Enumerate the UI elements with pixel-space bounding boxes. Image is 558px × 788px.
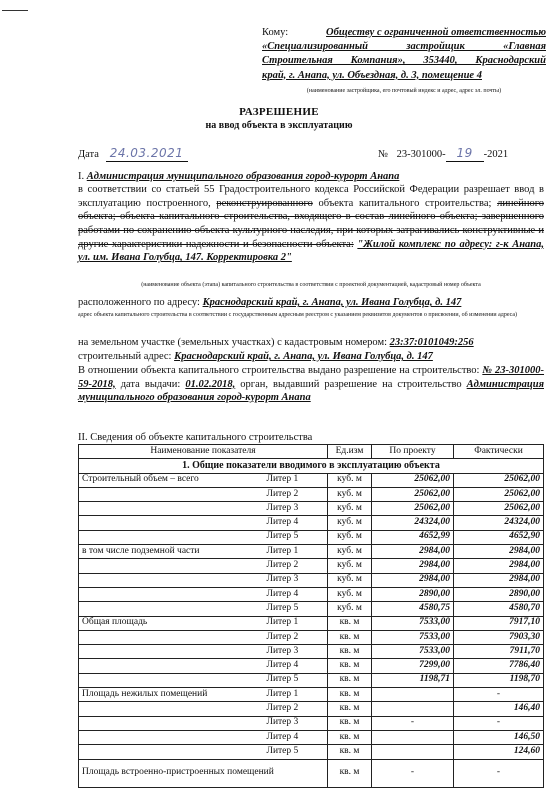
recipient-note: (наименование застройщика, его почтовый индекс и адрес, адрес эл. почты) — [306, 88, 502, 94]
project-value: - — [372, 759, 454, 787]
permit-reference — [78, 364, 544, 405]
table-row — [79, 716, 544, 730]
permit-number: № 23-301000-59-2018, — [78, 365, 545, 390]
litera-label: Литер 4 — [264, 730, 328, 744]
litera-label: Литер 5 — [264, 745, 328, 759]
indicator-name — [79, 716, 264, 730]
recipient-prefix: Кому: — [262, 27, 289, 38]
permit-body-text: в соответствии со статьей 55 Градостроительного кодекса Российской Федерации разрешает ввод в эксплуатацию построенного, — [78, 184, 544, 209]
permit-text: В отношении объекта капитального строительства выдано разрешение на строительство: — [78, 365, 480, 376]
section-2-title: II. Сведения об объекте капитального строительства — [78, 432, 313, 443]
header-actual: Фактически — [454, 445, 544, 459]
actual-value: 2984,00 — [454, 573, 544, 587]
project-value: 2890,00 — [372, 587, 454, 601]
actual-value: 25062,00 — [454, 473, 544, 487]
litera-label: Литер 5 — [264, 602, 328, 616]
litera-label: Литер 2 — [264, 487, 328, 501]
table-row — [79, 530, 544, 544]
indicator-name — [79, 745, 264, 759]
address-note: адрес объекта капитального строительства в соответствии с государственным адресным реестром с указанием реквизитов документов о присвоении, об изменении адреса) — [78, 312, 518, 318]
located-address: Краснодарский край, г. Анапа, ул. Ивана Голубца, д. 147 — [202, 297, 462, 308]
actual-value: 7911,70 — [454, 645, 544, 659]
actual-value: 7917,10 — [454, 616, 544, 630]
litera-label: Литер 4 — [264, 659, 328, 673]
indicator-name: Площадь нежилых помещений — [79, 688, 264, 702]
actual-value: 2984,00 — [454, 545, 544, 559]
table-header-row — [79, 445, 544, 459]
date-label: Дата — [78, 149, 99, 160]
table-row — [79, 473, 544, 487]
indicator-name — [79, 487, 264, 501]
unit-cell: куб. м — [328, 602, 372, 616]
document-subtitle: на ввод объекта в эксплуатацию — [205, 120, 353, 131]
actual-value: 2984,00 — [454, 559, 544, 573]
recipient-block — [262, 26, 546, 83]
table-subheader: 1. Общие показатели вводимого в эксплуатацию объекта — [79, 459, 544, 473]
recipient-line-3: Строительная Компания», 353440, Краснодарский — [262, 55, 546, 67]
build-address-label: строительный адрес: — [78, 351, 172, 362]
indicator-name — [79, 659, 264, 673]
header-project: По проекту — [372, 445, 454, 459]
unit-cell: куб. м — [328, 473, 372, 487]
permit-issuer: Администрация муниципального образования город-курорт Анапа — [78, 378, 544, 404]
indicators-table — [78, 444, 544, 788]
project-value: 2984,00 — [372, 559, 454, 573]
number-handwritten: 19 — [456, 146, 473, 160]
indicator-name — [79, 587, 264, 601]
plot-label: на земельном участке (земельных участках) с кадастровым номером: — [78, 337, 388, 348]
actual-value: - — [454, 716, 544, 730]
project-value: 7533,00 — [372, 616, 454, 630]
litera-label: Литер 1 — [264, 545, 328, 559]
actual-value: 1198,70 — [454, 673, 544, 687]
date-value: 24.03.2021 — [109, 146, 184, 160]
permit-body-object-type: объекта капитального строительства; — [318, 197, 492, 209]
actual-value: - — [454, 759, 544, 787]
project-value: 24324,00 — [372, 516, 454, 530]
permit-date-label: дата выдачи: — [120, 378, 181, 390]
unit-cell: кв. м — [328, 702, 372, 716]
struck-options: линейного объекта; объекта капитального строительства, входящего в состав линейного объекта; завершенного работами по сохранению объекта культурного наследия, при которых затрагивались конструктивные и другие характеристики надежности и безопасности объекта: — [78, 197, 544, 250]
project-value — [372, 745, 454, 759]
build-address-row — [78, 350, 544, 363]
project-value: 7533,00 — [372, 645, 454, 659]
litera-label: Литер 4 — [264, 516, 328, 530]
litera-label: Литер 3 — [264, 716, 328, 730]
document-title: РАЗРЕШЕНИЕ — [239, 106, 319, 118]
litera-label: Литер 1 — [264, 688, 328, 702]
actual-value: 25062,00 — [454, 502, 544, 516]
object-name: "Жилой комплекс по адресу: г-к Анапа, ул. им. Ивана Голубца, 147. Корректировка 2" — [78, 238, 544, 264]
unit-cell: кв. м — [328, 630, 372, 644]
unit-cell: куб. м — [328, 502, 372, 516]
table-row — [79, 745, 544, 759]
unit-cell: кв. м — [328, 730, 372, 744]
unit-cell: куб. м — [328, 530, 372, 544]
unit-cell: куб. м — [328, 545, 372, 559]
recipient-line-2: «Специализированный застройщик «Главная — [262, 41, 546, 53]
actual-value: 25062,00 — [454, 487, 544, 501]
table-row — [79, 616, 544, 630]
litera-label: Литер 4 — [264, 587, 328, 601]
organ-line — [78, 170, 544, 183]
table-row — [79, 730, 544, 744]
project-value: 7299,00 — [372, 659, 454, 673]
indicator-name: Площадь встроенно-пристроенных помещений — [79, 759, 328, 787]
actual-value: 24324,00 — [454, 516, 544, 530]
header-unit: Ед.изм — [328, 445, 372, 459]
unit-cell: кв. м — [328, 645, 372, 659]
litera-label: Литер 1 — [264, 616, 328, 630]
indicator-name — [79, 730, 264, 744]
indicator-name: Строительный объем – всего — [79, 473, 264, 487]
project-value: 2984,00 — [372, 573, 454, 587]
number-label: № — [378, 149, 389, 160]
permit-date: 01.02.2018, — [185, 378, 236, 390]
number-suffix: -2021 — [483, 149, 509, 160]
table-row — [79, 602, 544, 616]
permit-issuer-label: орган, выдавший разрешение на строительство — [240, 378, 462, 390]
litera-label: Литер 2 — [264, 702, 328, 716]
table-row — [79, 516, 544, 530]
litera-label: Литер 2 — [264, 559, 328, 573]
litera-label: Литер 3 — [264, 645, 328, 659]
indicator-name: в том числе подземной части — [79, 545, 264, 559]
unit-cell: кв. м — [328, 759, 372, 787]
actual-value: 7903,30 — [454, 630, 544, 644]
indicator-name — [79, 630, 264, 644]
unit-cell: кв. м — [328, 616, 372, 630]
table-row — [79, 545, 544, 559]
project-value: 7533,00 — [372, 630, 454, 644]
actual-value: 146,40 — [454, 702, 544, 716]
actual-value: 2890,00 — [454, 587, 544, 601]
project-value: - — [372, 716, 454, 730]
header-name: Наименование показателя — [79, 445, 328, 459]
project-value — [372, 688, 454, 702]
table-row — [79, 759, 544, 787]
unit-cell: куб. м — [328, 587, 372, 601]
unit-cell: куб. м — [328, 559, 372, 573]
litera-label: Литер 3 — [264, 573, 328, 587]
indicator-name — [79, 573, 264, 587]
indicator-name — [79, 702, 264, 716]
project-value: 2984,00 — [372, 545, 454, 559]
litera-label: Литер 2 — [264, 630, 328, 644]
number-row — [378, 146, 508, 162]
actual-value: 146,50 — [454, 730, 544, 744]
project-value: 4580,75 — [372, 602, 454, 616]
issuing-organ: Администрация муниципального образования город-курорт Анапа — [86, 171, 400, 182]
corner-mark — [2, 10, 28, 11]
actual-value: 4580,70 — [454, 602, 544, 616]
project-value: 1198,71 — [372, 673, 454, 687]
unit-cell: куб. м — [328, 487, 372, 501]
cadastral-number: 23:37:0101049:256 — [389, 337, 474, 348]
plot-row — [78, 336, 544, 349]
indicator-name — [79, 530, 264, 544]
project-value — [372, 730, 454, 744]
indicator-name — [79, 516, 264, 530]
litera-label: Литер 5 — [264, 530, 328, 544]
litera-label: Литер 1 — [264, 473, 328, 487]
indicator-name — [79, 645, 264, 659]
table-subheader-row — [79, 459, 544, 473]
number-prefix: 23-301000- — [396, 149, 446, 160]
table-row — [79, 587, 544, 601]
unit-cell: кв. м — [328, 688, 372, 702]
unit-cell: кв. м — [328, 745, 372, 759]
recipient-line-4: край, г. Анапа, ул. Объездная, д. 3, помещение 4 — [262, 69, 482, 81]
project-value: 25062,00 — [372, 473, 454, 487]
build-address: Краснодарский край, г. Анапа, ул. Ивана Голубца, д. 147 — [174, 351, 433, 362]
project-value: 4652,99 — [372, 530, 454, 544]
located-label: расположенного по адресу: — [78, 297, 200, 308]
struck-reconstructed: реконструированного — [216, 197, 313, 209]
unit-cell: кв. м — [328, 673, 372, 687]
table-row — [79, 673, 544, 687]
indicator-name — [79, 502, 264, 516]
indicator-name: Общая площадь — [79, 616, 264, 630]
actual-value: 4652,90 — [454, 530, 544, 544]
table-row — [79, 502, 544, 516]
litera-label: Литер 3 — [264, 502, 328, 516]
recipient-line-1: Обществу с ограниченной ответственностью — [326, 27, 546, 38]
indicator-name — [79, 673, 264, 687]
actual-value: - — [454, 688, 544, 702]
indicator-name — [79, 559, 264, 573]
unit-cell: кв. м — [328, 716, 372, 730]
table-row — [79, 688, 544, 702]
table-row — [79, 659, 544, 673]
object-note: (наименование объекта (этапа) капитального строительства в соответствии с проектной документацией, кадастровый номер объекта — [141, 282, 481, 288]
project-value: 25062,00 — [372, 487, 454, 501]
table-row — [79, 573, 544, 587]
actual-value: 124,60 — [454, 745, 544, 759]
table-row — [79, 702, 544, 716]
unit-cell: кв. м — [328, 659, 372, 673]
located-row — [78, 296, 544, 309]
unit-cell: куб. м — [328, 516, 372, 530]
indicator-name — [79, 602, 264, 616]
section-1-roman: I. — [78, 171, 85, 182]
date-row — [78, 146, 188, 162]
table-row — [79, 559, 544, 573]
project-value: 25062,00 — [372, 502, 454, 516]
litera-label: Литер 5 — [264, 673, 328, 687]
table-row — [79, 487, 544, 501]
project-value — [372, 702, 454, 716]
actual-value: 7786,40 — [454, 659, 544, 673]
unit-cell: куб. м — [328, 573, 372, 587]
permit-body — [78, 183, 544, 265]
table-row — [79, 630, 544, 644]
table-row — [79, 645, 544, 659]
